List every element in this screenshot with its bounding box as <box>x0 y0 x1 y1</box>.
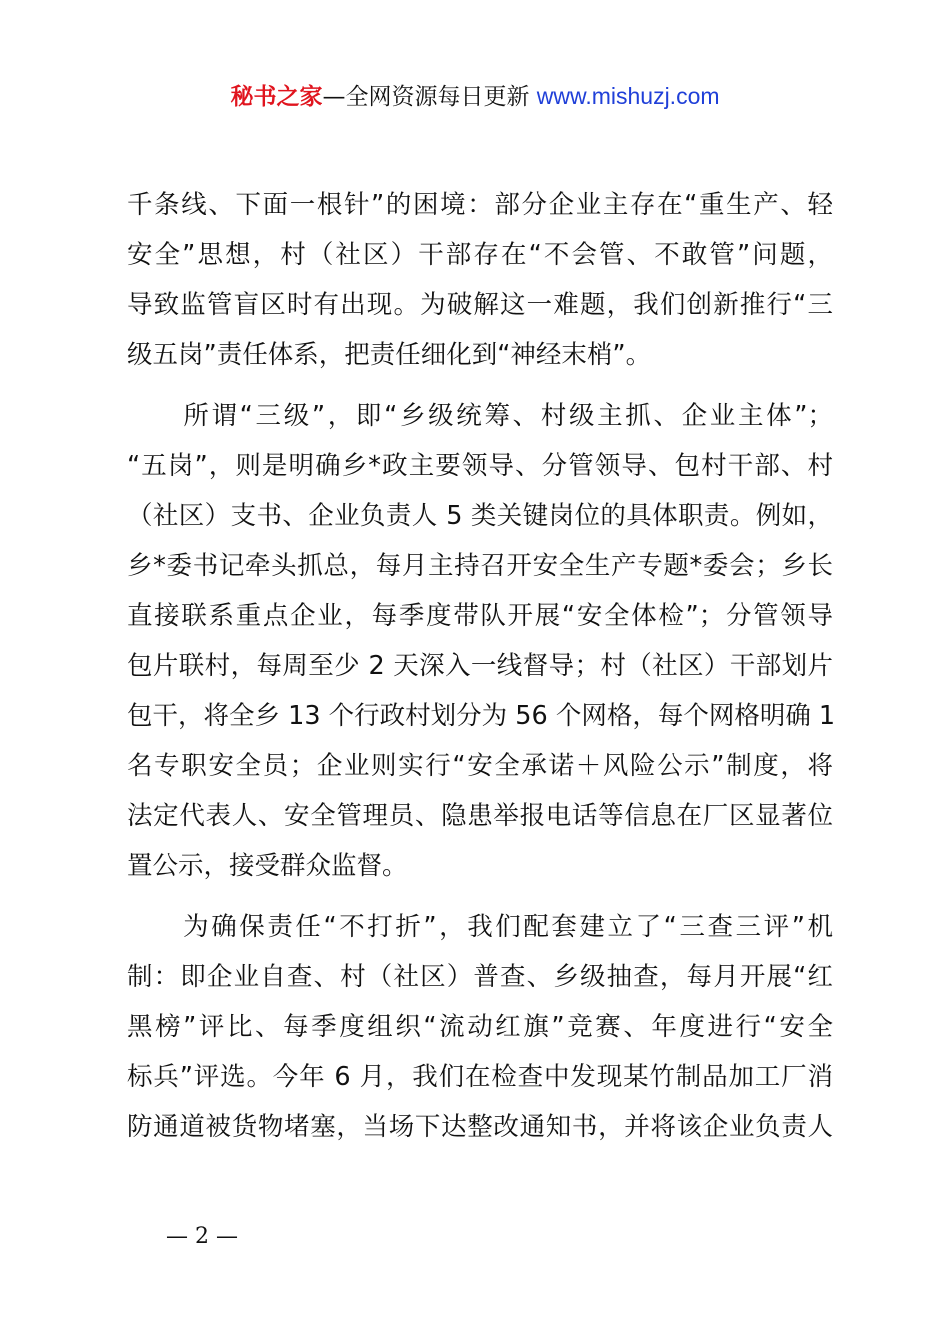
text-line: 千条线、下面一根针”的困境：部分企业主存在“重生产、轻 <box>127 190 833 220</box>
document-body <box>127 180 836 1152</box>
paragraph-2 <box>127 391 836 891</box>
text-line: 法定代表人、安全管理员、隐患举报电话等信息在厂区显著位 <box>127 801 833 831</box>
brand-name: 秘书之家 <box>230 84 323 110</box>
text-line: （社区）支书、企业负责人 5 类关键岗位的具体职责。例如， <box>127 501 833 531</box>
paragraph-1 <box>127 180 833 380</box>
paragraph-spacer <box>127 380 833 391</box>
text-line: 标兵”评选。今年 6 月，我们在检查中发现某竹制品加工厂消 <box>127 1062 833 1092</box>
text-line: 安全”思想，村（社区）干部存在“不会管、不敢管”问题， <box>127 240 833 270</box>
paragraph-spacer <box>127 891 833 902</box>
text-line: 名专职安全员；企业则实行“安全承诺＋风险公示”制度，将 <box>127 751 833 781</box>
text-line: 直接联系重点企业，每季度带队开展“安全体检”；分管领导 <box>127 601 833 631</box>
text-line: 制：即企业自查、村（社区）普查、乡级抽查，每月开展“红 <box>127 962 833 992</box>
header-tagline: —全网资源每日更新 <box>322 84 537 110</box>
text-line: “五岗”，则是明确乡*政主要领导、分管领导、包村干部、村 <box>127 451 833 481</box>
text-line: 包干，将全乡 13 个行政村划分为 56 个网格，每个网格明确 1 <box>127 701 836 731</box>
text-line: 置公示，接受群众监督。 <box>127 851 408 881</box>
text-line: 防通道被货物堵塞，当场下达整改通知书，并将该企业负责人 <box>127 1112 833 1142</box>
text-line: 为确保责任“不打折”，我们配套建立了“三查三评”机 <box>127 912 833 942</box>
page-number: — 2 — <box>166 1224 238 1249</box>
text-line: 黑榜”评比、每季度组织“流动红旗”竞赛、年度进行“安全 <box>127 1012 833 1042</box>
paragraph-3 <box>127 902 833 1152</box>
text-line: 级五岗”责任体系，把责任细化到“神经末梢”。 <box>127 340 652 370</box>
text-line: 乡*委书记牵头抓总，每月主持召开安全生产专题*委会；乡长 <box>127 551 833 581</box>
text-line: 导致监管盲区时有出现。为破解这一难题，我们创新推行“三 <box>127 290 833 320</box>
text-line: 所谓“三级”，即“乡级统筹、村级主抓、企业主体”； <box>127 401 833 431</box>
text-line: 包片联村，每周至少 2 天深入一线督导；村（社区）干部划片 <box>127 651 833 681</box>
site-url[interactable]: www.mishuzj.com <box>536 83 720 109</box>
site-header <box>0 80 950 113</box>
